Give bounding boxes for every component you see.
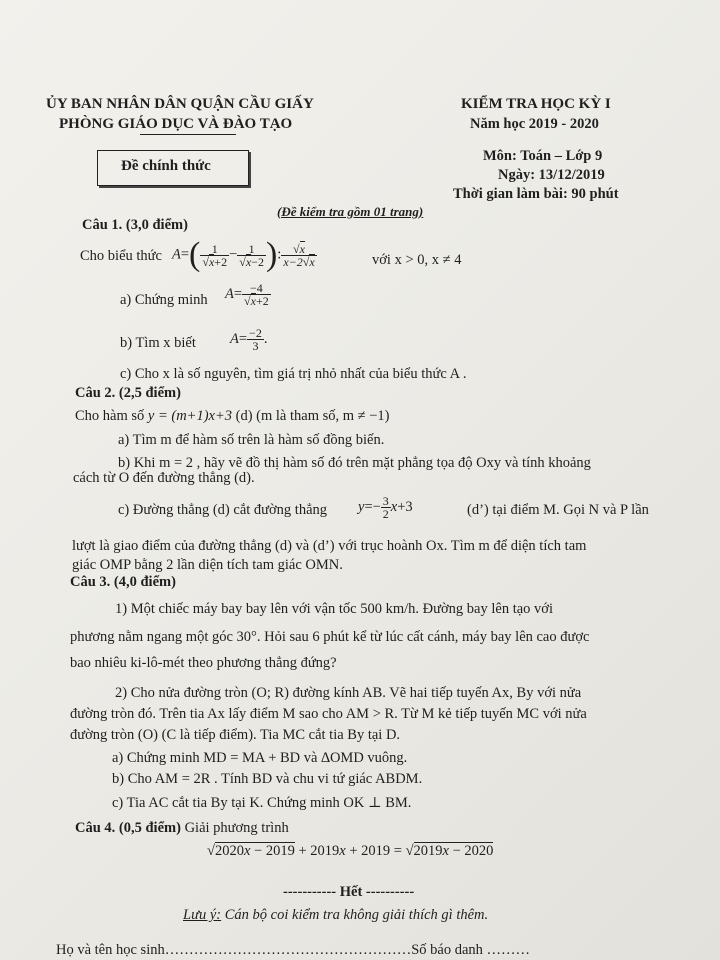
exam-date: Ngày: 13/12/2019 <box>498 167 605 183</box>
end-marker: ----------- Hết ---------- <box>283 884 415 900</box>
q2c-post: (d’) tại điểm M. Gọi N và P lần <box>467 502 649 518</box>
q2-title: Câu 2. (2,5 điểm) <box>75 385 181 401</box>
q3-p1-line2: phương nằm ngang một góc 30°. Hỏi sau 6 phút kể từ lúc cất cánh, máy bay lên cao được <box>70 629 590 645</box>
q2-intro-pre: Cho hàm số <box>75 408 145 424</box>
q2c-pre: c) Đường thẳng (d) cắt đường thẳng <box>118 502 328 518</box>
q1a-text: a) Chứng minh <box>120 292 208 308</box>
q3-p2-line2: đường tròn đó. Trên tia Ax lấy điểm M sao cho AM > R. Từ M kẻ tiếp tuyến MC với nửa <box>70 706 587 722</box>
q4-text: Giải phương trình <box>184 820 289 836</box>
q1b-expression: A= $\frac{-2}{3}$ . <box>230 326 268 353</box>
q4-line <box>75 820 289 837</box>
q2a-text: a) Tìm m để hàm số trên là hàm số đồng biến. <box>118 432 385 448</box>
exam-duration: Thời gian làm bài: 90 phút <box>453 186 619 202</box>
subject-line: Môn: Toán – Lớp 9 <box>483 148 603 164</box>
q1-intro: Cho biểu thức <box>80 248 162 264</box>
q3-p2-line3: đường tròn (O) (C là tiếp điểm). Tia MC cắt tia By tại D. <box>70 727 401 743</box>
footer-note <box>183 907 488 924</box>
q4-title: Câu 4. (0,5 điểm) <box>75 820 181 836</box>
school-year: Năm học 2019 - 2020 <box>470 116 599 132</box>
official-exam-label: Đề chính thức <box>121 158 211 174</box>
q4-equation: √2020x − 2019 + 2019x + 2019 = √2019x − 2020 <box>207 843 494 859</box>
district-committee: ỦY BAN NHÂN DÂN QUẬN CẦU GIẤY <box>46 96 314 112</box>
q2b-line1: b) Khi m = 2 , hãy vẽ đồ thị hàm số đó trên mặt phẳng tọa độ Oxy và tính khoảng <box>118 455 591 471</box>
header-underline <box>140 134 236 135</box>
q1-expression: A=( $\frac{1}{√x+2}$ − $\frac{1}{√x-2}$ ): $\frac{√x}{x-2√x}$ <box>172 236 315 273</box>
pages-note: (Đề kiểm tra gồm 01 trang) <box>277 204 424 219</box>
exam-title: KIỂM TRA HỌC KỲ I <box>461 96 611 112</box>
note-label: Lưu ý: <box>183 907 222 923</box>
q3-p2-line1: 2) Cho nửa đường tròn (O; R) đường kính AB. Vẽ hai tiếp tuyến Ax, By với nửa <box>115 685 582 701</box>
q3a-text: a) Chứng minh MD = MA + BD và ∆OMD vuông. <box>112 750 408 766</box>
q2c-expression: y=− $\frac{3}{2}$ x+3 <box>358 494 413 521</box>
education-office: PHÒNG GIÁO DỤC VÀ ĐÀO TẠO <box>59 116 293 132</box>
q2c-line3: giác OMP bằng 2 lần diện tích tam giác OMN. <box>72 557 343 573</box>
q2c-line2: lượt là giao điểm của đường thẳng (d) và (d’) với trục hoành Ox. Tìm m để diện tích tam <box>72 538 587 554</box>
q1-title: Câu 1. (3,0 điểm) <box>82 217 188 233</box>
q3-title: Câu 3. (4,0 điểm) <box>70 574 176 590</box>
q3-p1-line3: bao nhiêu ki-lô-mét theo phương thẳng đứng? <box>70 655 337 671</box>
q3c-text: c) Tia AC cắt tia By tại K. Chứng minh OK ⊥ BM. <box>112 795 412 811</box>
q2-intro <box>75 408 390 425</box>
q1-condition: với x > 0, x ≠ 4 <box>372 252 462 268</box>
q2b-line2: cách từ O đến đường thẳng (d). <box>73 470 255 486</box>
q2-intro-post: (d) (m là tham số, m ≠ −1) <box>235 408 390 424</box>
q1c-text: c) Cho x là số nguyên, tìm giá trị nhỏ nhất của biểu thức A . <box>120 366 467 382</box>
note-text: Cán bộ coi kiểm tra không giải thích gì thêm. <box>224 907 489 923</box>
student-info-line: Họ và tên học sinh……………………………………………Số báo danh ……… <box>56 942 531 958</box>
q1b-text: b) Tìm x biết <box>120 335 196 351</box>
q3-p1-line1: 1) Một chiếc máy bay bay lên với vận tốc 500 km/h. Đường bay lên tạo với <box>115 601 553 617</box>
q2-function: y = (m+1)x+3 <box>147 408 233 424</box>
q1a-expression: A= $\frac{-4}{√x+2}$ <box>225 281 269 308</box>
q3b-text: b) Cho AM = 2R . Tính BD và chu vi tứ giác ABDM. <box>112 771 423 787</box>
